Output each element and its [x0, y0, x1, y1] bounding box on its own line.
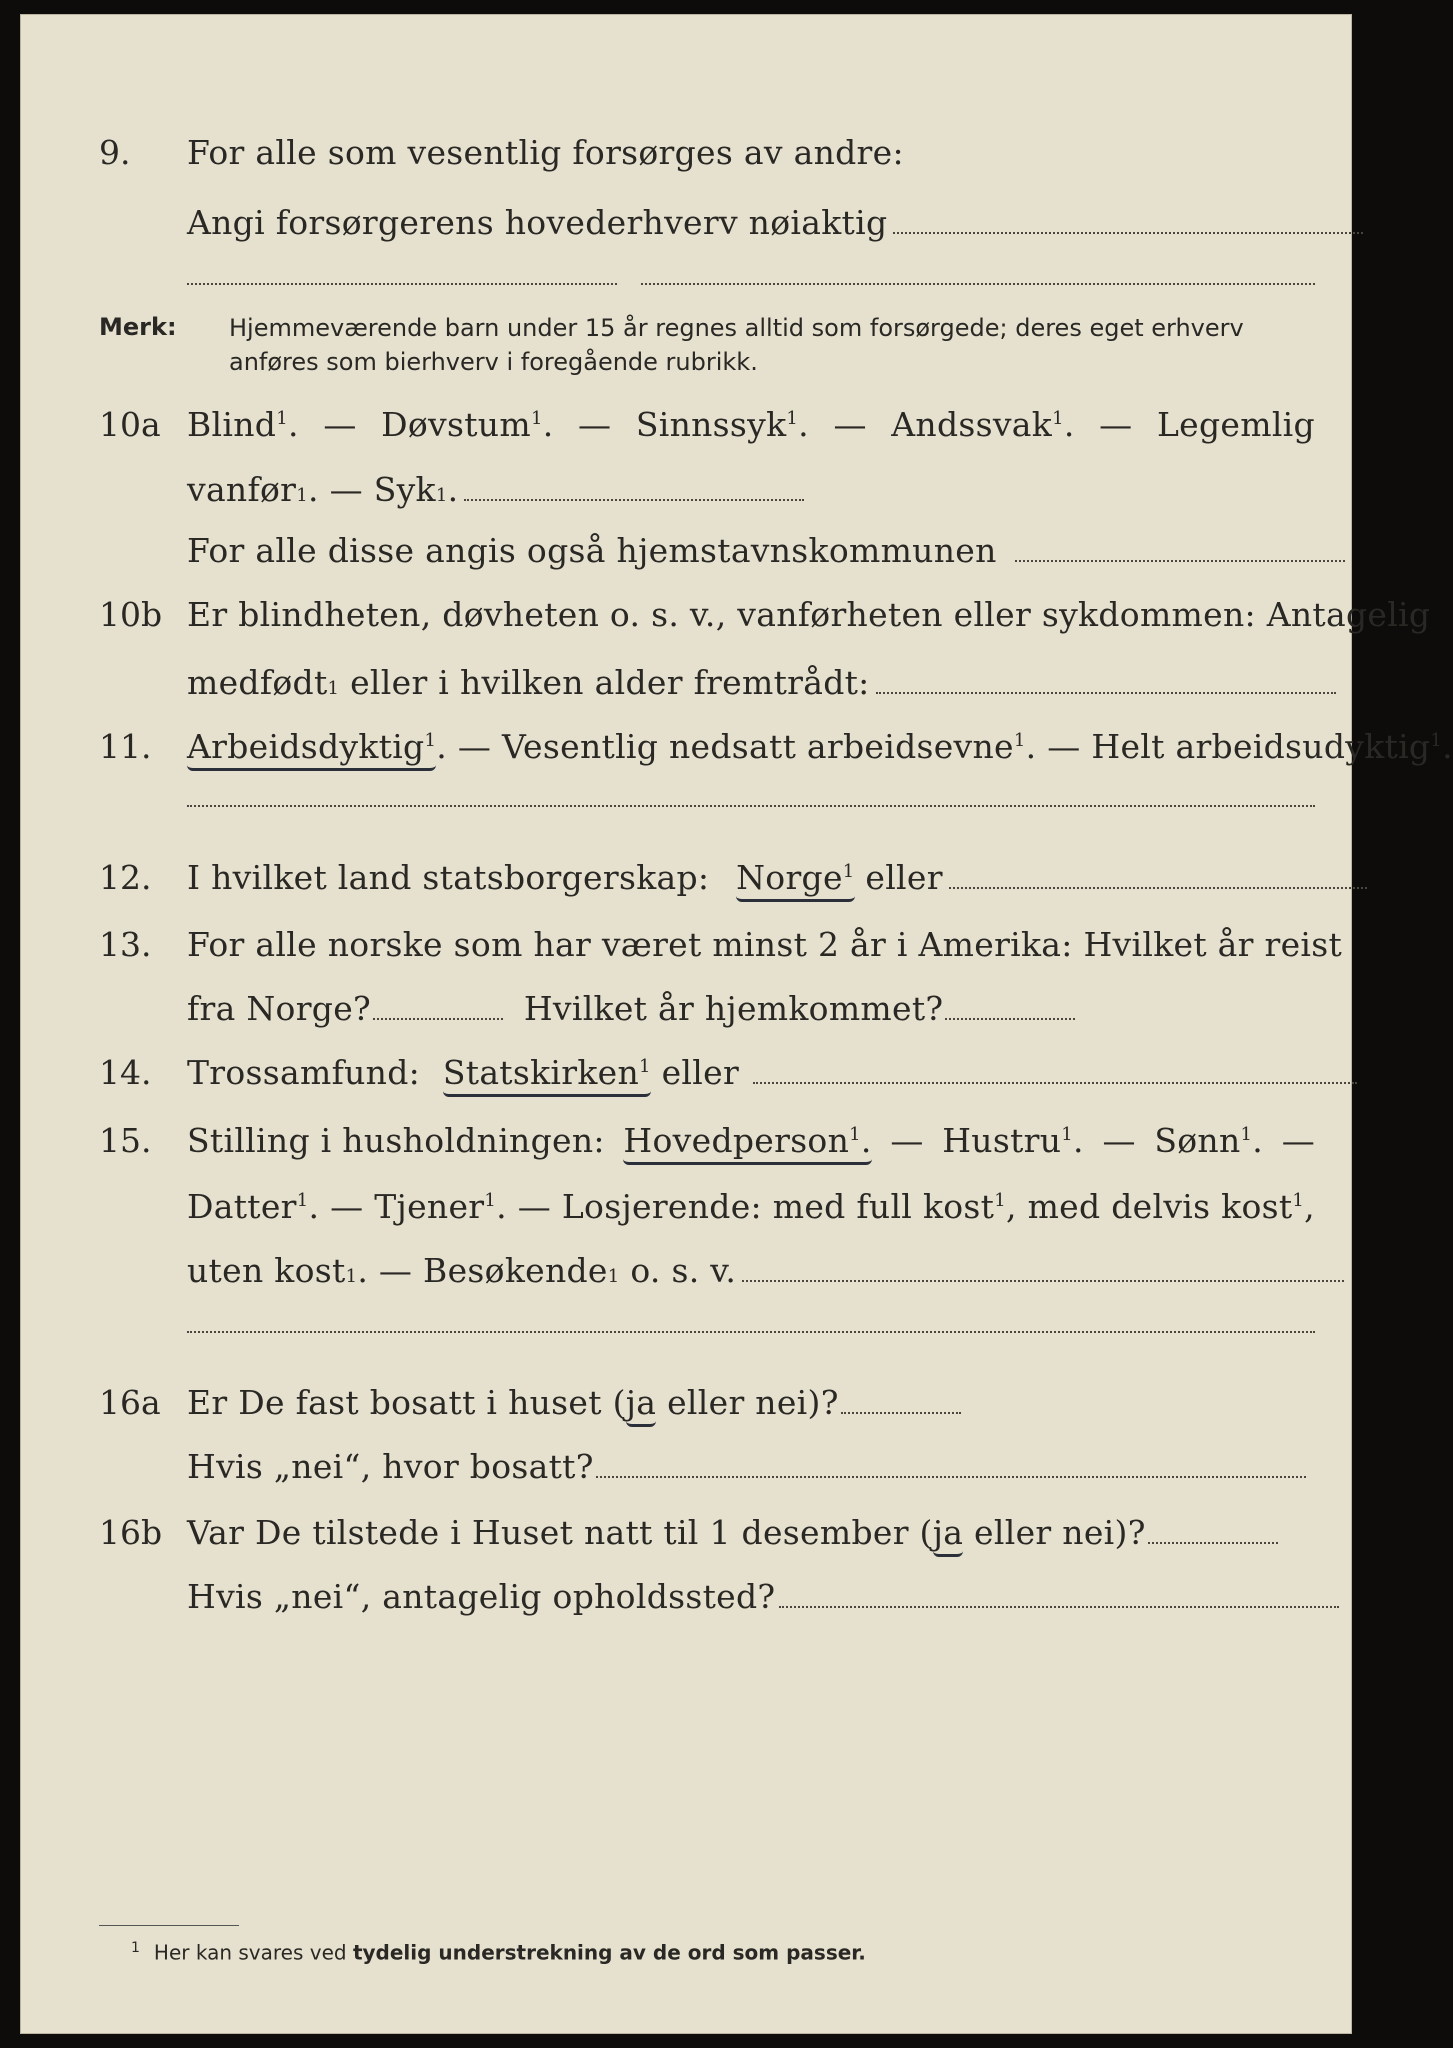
- q10a-line3: For alle disse angis også hjemstavnskommunen: [187, 531, 1345, 571]
- q10a-dash: —: [1099, 405, 1133, 444]
- q9-number: 9.: [99, 133, 131, 172]
- q14-line: Trossamfund: Statskirken$^1$ eller: [187, 1053, 1357, 1093]
- q15-line3: uten kost1. — Besøkende1 o. s. v.: [187, 1251, 1344, 1291]
- q10a-dovstum: Døvstum$^1$.: [381, 405, 554, 444]
- q10b-number: 10b: [99, 595, 163, 634]
- q14-other-field[interactable]: [753, 1081, 1357, 1084]
- q10a-legemlig: Legemlig: [1156, 405, 1315, 444]
- q15-extra-field[interactable]: [187, 1331, 1315, 1333]
- q9-extra-field-left[interactable]: [187, 283, 617, 285]
- q15-other-field[interactable]: [742, 1279, 1344, 1282]
- q9-line1: For alle som vesentlig forsørges av andre:: [187, 133, 904, 172]
- footnote: $^1$ Her kan svares ved tydelig understrekning av de ord som passer.: [131, 1940, 866, 1965]
- q13-hjemkommet-field[interactable]: [945, 1017, 1075, 1020]
- q16a-answer-ja[interactable]: ja: [626, 1383, 657, 1427]
- q15-answer-hovedperson[interactable]: Hovedperson$^1$.: [623, 1121, 871, 1161]
- q16a-field[interactable]: [841, 1411, 961, 1414]
- q13-line2: fra Norge? Hvilket år hjemkommet?: [187, 989, 1075, 1029]
- q16a-number: 16a: [99, 1383, 161, 1422]
- q10a-andssvak: Andssvak$^1$.: [891, 405, 1075, 444]
- q11-option-nedsatt[interactable]: Vesentlig nedsatt arbeidsevne$^1$: [501, 727, 1026, 766]
- q11-extra-field[interactable]: [187, 805, 1315, 807]
- q16b-number: 16b: [99, 1513, 163, 1552]
- q13-line1: For alle norske som har været minst 2 år i Amerika: Hvilket år reist: [187, 925, 1343, 964]
- q11-option-udyktig[interactable]: Helt arbeidsudyktig$^1$: [1091, 727, 1443, 766]
- q16b-opholdssted-field[interactable]: [779, 1605, 1339, 1608]
- q16b-line1: Var De tilstede i Huset natt til 1 desember (ja eller nei)?: [187, 1513, 1278, 1553]
- q10b-age-field[interactable]: [876, 691, 1336, 694]
- q10a-blind: Blind$^1$.: [187, 405, 299, 444]
- q10a-number: 10a: [99, 405, 161, 444]
- merk-line1: Hjemmeværende barn under 15 år regnes alltid som forsørgede; deres eget erhverv: [229, 314, 1244, 342]
- q16b-field[interactable]: [1148, 1541, 1278, 1544]
- q10a-line1: [187, 405, 1315, 445]
- q16b-line2: Hvis „nei“, antagelig opholdssted?: [187, 1577, 1339, 1617]
- q14-answer-statskirken[interactable]: Statskirken$^1$: [443, 1053, 651, 1097]
- merk-label: Merk:: [99, 313, 177, 341]
- q12-line: I hvilket land statsborgerskap: Norge$^1$ eller: [187, 858, 1367, 898]
- q10a-dash: —: [323, 405, 357, 444]
- q16a-bosatt-field[interactable]: [596, 1475, 1306, 1478]
- q16a-line1: Er De fast bosatt i huset (ja eller nei)?: [187, 1383, 961, 1423]
- q14-number: 14.: [99, 1053, 152, 1092]
- census-form-page: [20, 14, 1453, 2034]
- q12-number: 12.: [99, 858, 152, 897]
- q9-answer-field[interactable]: [893, 231, 1363, 234]
- q10a-line2: vanfør1. — Syk1.: [187, 470, 804, 510]
- q9-extra-field-right[interactable]: [641, 283, 1315, 285]
- footnote-rule: [99, 1925, 239, 1926]
- q11-number: 11.: [99, 727, 152, 766]
- q16b-answer-ja[interactable]: ja: [933, 1513, 964, 1557]
- q13-reist-field[interactable]: [373, 1017, 503, 1020]
- q13-number: 13.: [99, 925, 152, 964]
- q10b-line1: Er blindheten, døvheten o. s. v., vanførheten eller sykdommen: Antagelig: [187, 595, 1431, 634]
- q9-line2-text: Angi forsørgerens hovederhverv nøiaktig: [187, 203, 888, 242]
- q12-answer-norge[interactable]: Norge$^1$: [736, 858, 854, 902]
- merk-line2: anføres som bierhverv i foregående rubrikk.: [229, 348, 758, 376]
- q10a-dash: —: [578, 405, 612, 444]
- q10a-sinnssyk: Sinnssyk$^1$.: [635, 405, 809, 444]
- q9-line2: [187, 203, 1363, 243]
- q15-line2: Datter$^1$. — Tjener$^1$. — Losjerende: med full kost$^1$, med delvis kost$^1$,: [187, 1187, 1315, 1226]
- q10a-dash: —: [833, 405, 867, 444]
- q11-line1: Arbeidsdyktig$^1$. — Vesentlig nedsatt arbeidsevne$^1$. — Helt arbeidsudyktig$^1$.: [187, 727, 1453, 767]
- q10a-syk-field[interactable]: [464, 498, 804, 501]
- q16a-line2: Hvis „nei“, hvor bosatt?: [187, 1447, 1306, 1487]
- q12-other-field[interactable]: [949, 886, 1367, 889]
- q10b-line2: medfødt1 eller i hvilken alder fremtrådt:: [187, 663, 1336, 703]
- q15-line1: Stilling i husholdningen: Hovedperson$^1$. — Hustru$^1$. — Sønn$^1$. —: [187, 1121, 1315, 1161]
- q11-option-arbeidsdyktig[interactable]: Arbeidsdyktig$^1$: [187, 727, 436, 771]
- q10a-hjemstavn-field[interactable]: [1015, 559, 1345, 562]
- q15-number: 15.: [99, 1121, 152, 1160]
